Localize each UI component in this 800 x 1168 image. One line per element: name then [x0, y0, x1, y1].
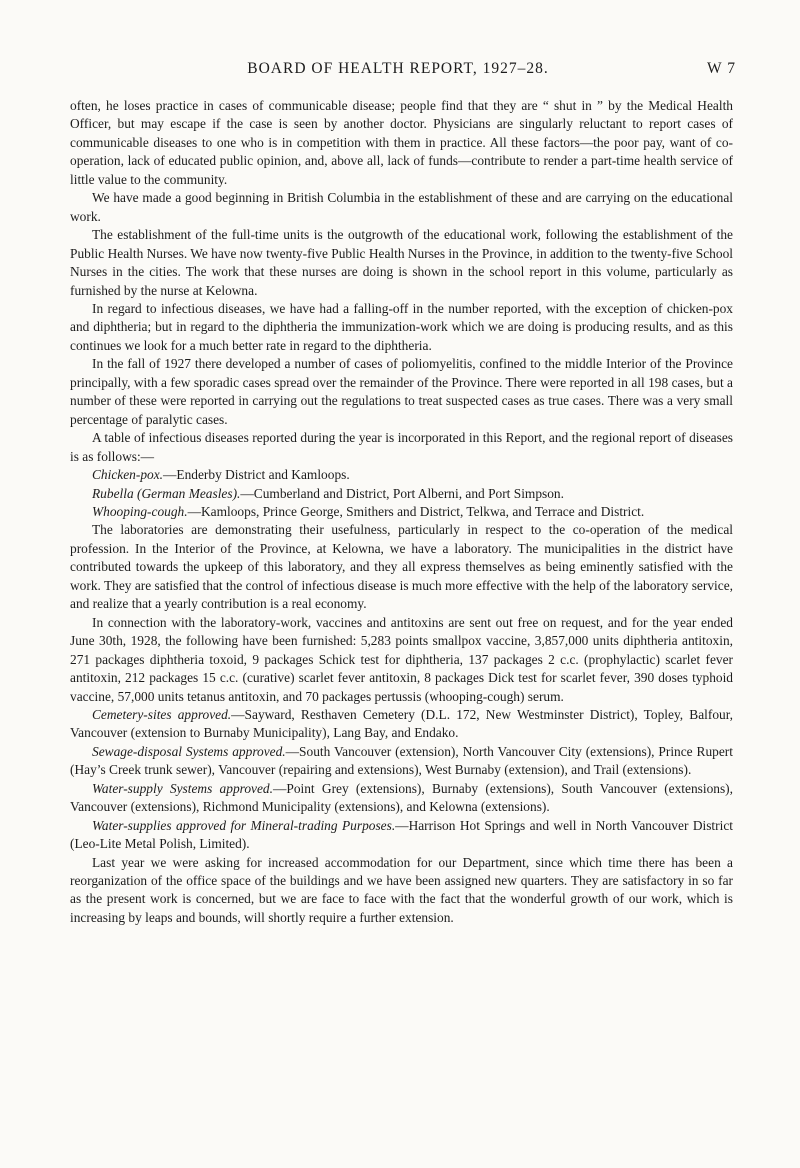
paragraph-text: We have made a good beginning in British Columbia in the establishment of these and are carrying on the educational work.	[70, 190, 733, 224]
paragraph	[70, 854, 733, 928]
labeled-paragraph	[70, 706, 733, 743]
paragraph-text: Last year we were asking for increased accommodation for our Department, since which time there has been a reorganization of the office space of the buildings and we have been assigned new quarters. They are satisfactory in so far as the present work is concerned, but we are face to face with the fact that the wonderful growth of our work, which is increasing by leaps and bounds, will shortly require a further extension.	[70, 854, 733, 925]
paragraph	[70, 355, 733, 429]
paragraph-text: The establishment of the full-time units is the outgrowth of the educational work, following the establishment of the Public Health Nurses. We have now twenty-five Public Health Nurses in the Province, in addition to the twenty-five School Nurses in the cities. The work that these nurses are doing is shown in the school report in this volume, particularly as furnished by the nurse at Kelowna.	[70, 227, 733, 298]
paragraph-text: —Sayward, Resthaven Cemetery (D.L. 172, New Westminster District), Topley, Balfour, Vancouver (extension to Burnaby Municipality), Lang Bay, and Endako.	[70, 706, 733, 741]
paragraph	[70, 189, 733, 226]
labeled-paragraph	[70, 503, 733, 521]
labeled-paragraph	[70, 743, 733, 780]
running-title: BOARD OF HEALTH REPORT, 1927–28.	[247, 60, 549, 77]
paragraph-text: —Harrison Hot Springs and well in North Vancouver District (Leo-Lite Metal Polish, Limited).	[70, 817, 733, 852]
paragraph	[70, 300, 733, 355]
paragraph-label: Chicken-pox.	[92, 467, 164, 483]
paragraph-text: In connection with the laboratory-work, vaccines and antitoxins are sent out free on request, and for the year ended June 30th, 1928, the following have been furnished: 5,283 points smallpox vaccine, 3,857,000 units diphtheria antitoxin, 271 packages diphtheria toxoid, 9 packages Schick test for diphtheria, 137 packages 2 c.c. (prophylactic) scarlet fever antitoxin, 212 packages 15 c.c. (curative) scarlet fever antitoxin, 8 packages Dick test for scarlet fever, 390 doses typhoid vaccine, 57,000 units tetanus antitoxin, and 70 packages pertussis (whooping-cough) serum.	[70, 614, 733, 704]
paragraph-text: The laboratories are demonstrating their usefulness, particularly in respect to the co-operation of the medical profession. In the Interior of the Province, at Kelowna, we have a laboratory. The municipalities in the district have contributed towards the upkeep of this laboratory, and they all express themselves as being eminently satisfied with the work. They are satisfied that the control of infectious disease is much more effective with the help of the laboratory service, and realize that a yearly contribution is a real economy.	[70, 522, 733, 612]
paragraph-text: —Enderby District and Kamloops.	[163, 467, 350, 483]
paragraph-label: Whooping-cough.	[92, 503, 188, 519]
page-header	[60, 60, 736, 82]
paragraph-text: —South Vancouver (extension), North Vancouver City (extensions), Prince Rupert (Hay’s Creek trunk sewer), Vancouver (repairing and extensions), West Burnaby (extension), and Trail (extensions).	[70, 743, 733, 778]
paragraph-text: In the fall of 1927 there developed a number of cases of poliomyelitis, confined to the middle Interior of the Province principally, with a few sporadic cases spread over the remainder of the Province. There were reported in all 198 cases, but a number of these were reported in carrying out the regulations to treat suspected cases as true cases. There was a very small percentage of paralytic cases.	[70, 356, 733, 427]
labeled-paragraph	[70, 780, 733, 817]
paragraph-label: Cemetery-sites approved.	[92, 706, 232, 722]
paragraph	[70, 226, 733, 300]
paragraph-label: Water-supplies approved for Mineral-trading Purposes.	[92, 817, 396, 833]
paragraph-label: Sewage-disposal Systems approved.	[92, 743, 286, 759]
paragraph-text: often, he loses practice in cases of communicable disease; people find that they are “ shut in ” by the Medical Health Officer, but may escape if the case is seen by another doctor. Physicians are singularly reluctant to report cases of communicable diseases to one who is in competition with them in practice. All these factors—the poor pay, want of co-operation, lack of educated public opinion, and, above all, lack of funds—contribute to render a part-time health service of little value to the community.	[70, 98, 733, 187]
report-body	[70, 97, 733, 927]
paragraph-text: A table of infectious diseases reported during the year is incorporated in this Report, and the regional report of diseases is as follows:—	[70, 430, 733, 464]
labeled-paragraph	[70, 485, 733, 503]
paragraph	[70, 429, 733, 466]
labeled-paragraph	[70, 817, 733, 854]
paragraph-label: Water-supply Systems approved.	[92, 780, 273, 796]
page-number: W 7	[707, 60, 736, 77]
paragraph-text: —Kamloops, Prince George, Smithers and District, Telkwa, and Terrace and District.	[187, 503, 645, 519]
paragraph-text: —Point Grey (extensions), Burnaby (extensions), South Vancouver (extensions), Vancouver (extensions), Richmond Municipality (extensions), and Kelowna (extensions).	[70, 780, 733, 815]
labeled-paragraph	[70, 466, 733, 484]
paragraph	[70, 614, 733, 706]
paragraph-label: Rubella (German Measles).	[92, 485, 241, 501]
paragraph	[70, 97, 733, 189]
paragraph-text: —Cumberland and District, Port Alberni, and Port Simpson.	[240, 485, 564, 501]
paragraph	[70, 521, 733, 613]
paragraph-text: In regard to infectious diseases, we have had a falling-off in the number reported, with the exception of chicken-pox and diphtheria; but in regard to the diphtheria the immunization-work which we are doing is producing results, and as this continues we look for a much better rate in regard to the diphtheria.	[70, 300, 733, 353]
